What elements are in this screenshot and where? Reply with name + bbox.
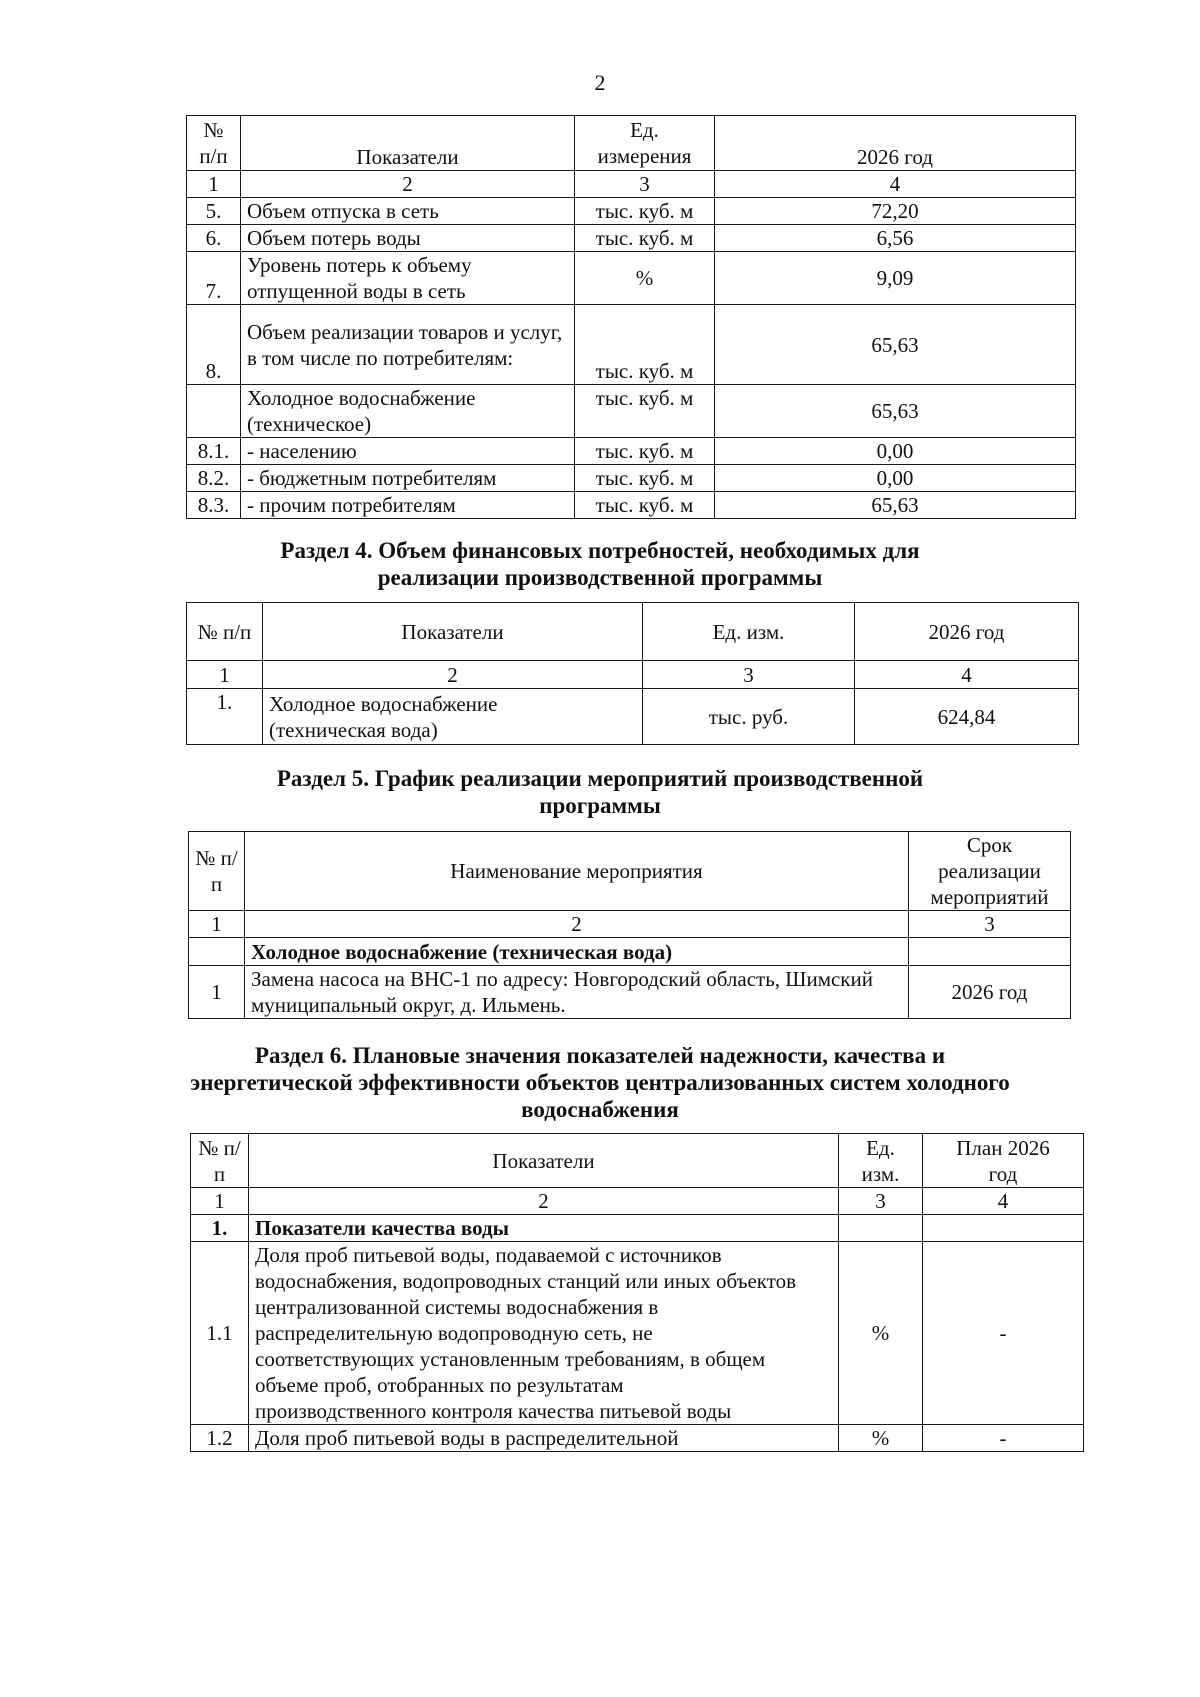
table-header-row xyxy=(189,832,1071,911)
header-num: № п/п xyxy=(189,832,245,911)
table-row xyxy=(187,689,1079,745)
page-number: 2 xyxy=(594,70,606,95)
row-name: - прочим потребителям xyxy=(241,492,575,519)
row-name: - бюджетным потребителям xyxy=(241,465,575,492)
column-number-row xyxy=(191,1188,1084,1215)
header-unit: Ед. изм. xyxy=(643,603,855,661)
row-value: 0,00 xyxy=(715,465,1076,492)
header-num: № п/п xyxy=(191,1134,249,1188)
row-name: Уровень потерь к объему отпущенной воды в сеть xyxy=(241,252,575,305)
row-name: Холодное водоснабжение (техническая вода) xyxy=(263,689,643,745)
row-num: 1.1 xyxy=(191,1242,249,1425)
row-unit: тыс. куб. м xyxy=(575,198,715,225)
table-section-6 xyxy=(190,1133,1084,1452)
row-value: 72,20 xyxy=(715,198,1076,225)
table-row xyxy=(187,438,1076,465)
col-number: 3 xyxy=(909,911,1071,938)
row-num: 1. xyxy=(187,689,263,745)
group-value xyxy=(923,1215,1084,1242)
group-name: Холодное водоснабжение (техническая вода) xyxy=(245,938,909,966)
table-row xyxy=(189,966,1071,1019)
table-header-row xyxy=(187,603,1079,661)
col-number: 4 xyxy=(855,661,1079,689)
row-value: 65,63 xyxy=(715,305,1076,385)
table-indicators xyxy=(186,115,1076,519)
table-section-5 xyxy=(188,831,1071,1019)
header-indicator: Показатели xyxy=(249,1134,839,1188)
header-plan: План 2026 год xyxy=(923,1134,1084,1188)
row-value: 9,09 xyxy=(715,252,1076,305)
row-name: Холодное водоснабжение (техническое) xyxy=(241,385,575,438)
section-4-title: Раздел 4. Объем финансовых потребностей, необходимых для реализации производственной программы xyxy=(280,538,920,590)
row-num: 1 xyxy=(189,966,245,1019)
row-unit: тыс. куб. м xyxy=(575,305,715,385)
group-num: 1. xyxy=(191,1215,249,1242)
row-name: Доля проб питьевой воды в распределительной xyxy=(249,1425,839,1452)
col-number: 1 xyxy=(187,661,263,689)
table-row xyxy=(187,198,1076,225)
row-value: - xyxy=(923,1425,1084,1452)
group-row xyxy=(191,1215,1084,1242)
row-num: 5. xyxy=(187,198,241,225)
row-unit: тыс. куб. м xyxy=(575,438,715,465)
row-num: 6. xyxy=(187,225,241,252)
column-number-row xyxy=(187,661,1079,689)
row-num: 8.1. xyxy=(187,438,241,465)
row-name: Объем реализации товаров и услуг, в том числе по потребителям: xyxy=(241,305,575,385)
table-row xyxy=(191,1242,1084,1425)
table-row xyxy=(191,1425,1084,1452)
col-number: 2 xyxy=(241,171,575,198)
row-name: Объем потерь воды xyxy=(241,225,575,252)
header-indicator: Показатели xyxy=(241,116,575,171)
row-unit: тыс. куб. м xyxy=(575,465,715,492)
row-unit: % xyxy=(839,1425,923,1452)
row-num xyxy=(187,385,241,438)
col-number: 1 xyxy=(189,911,245,938)
header-num: № п/п xyxy=(187,603,263,661)
header-unit: Ед. изм. xyxy=(839,1134,923,1188)
col-number: 3 xyxy=(643,661,855,689)
row-unit: тыс. руб. xyxy=(643,689,855,745)
col-number: 2 xyxy=(245,911,909,938)
col-number: 2 xyxy=(263,661,643,689)
header-num: № п/п xyxy=(187,116,241,171)
section-6-title: Раздел 6. Плановые значения показателей надежности, качества и энергетической эффективности объектов централизованных систем холодного водоснабжения xyxy=(190,1043,1010,1122)
table-row xyxy=(187,492,1076,519)
table-section-4 xyxy=(186,602,1079,745)
col-number: 3 xyxy=(575,171,715,198)
col-number: 1 xyxy=(187,171,241,198)
table-row xyxy=(187,385,1076,438)
row-name: Объем отпуска в сеть xyxy=(241,198,575,225)
header-year: 2026 год xyxy=(715,116,1076,171)
col-number: 4 xyxy=(923,1188,1084,1215)
row-num: 7. xyxy=(187,252,241,305)
row-term: 2026 год xyxy=(909,966,1071,1019)
row-unit: тыс. куб. м xyxy=(575,385,715,438)
row-unit: % xyxy=(575,252,715,305)
group-term xyxy=(909,938,1071,966)
row-value: 65,63 xyxy=(715,492,1076,519)
column-number-row xyxy=(189,911,1071,938)
table-row xyxy=(187,225,1076,252)
group-num xyxy=(189,938,245,966)
row-num: 8.2. xyxy=(187,465,241,492)
header-name: Наименование мероприятия xyxy=(245,832,909,911)
group-unit xyxy=(839,1215,923,1242)
row-value: 6,56 xyxy=(715,225,1076,252)
row-value: 624,84 xyxy=(855,689,1079,745)
row-value: - xyxy=(923,1242,1084,1425)
col-number: 3 xyxy=(839,1188,923,1215)
row-name: - населению xyxy=(241,438,575,465)
header-unit: Ед. измерения xyxy=(575,116,715,171)
table-row xyxy=(187,305,1076,385)
section-5-title: Раздел 5. График реализации мероприятий производственной программы xyxy=(276,766,924,818)
row-value: 0,00 xyxy=(715,438,1076,465)
table-row xyxy=(187,465,1076,492)
col-number: 2 xyxy=(249,1188,839,1215)
row-name: Замена насоса на ВНС-1 по адресу: Новгородский область, Шимский муниципальный округ, д. Ильмень. xyxy=(245,966,909,1019)
row-value: 65,63 xyxy=(715,385,1076,438)
col-number: 1 xyxy=(191,1188,249,1215)
header-year: 2026 год xyxy=(855,603,1079,661)
table-header-row xyxy=(191,1134,1084,1188)
row-unit: тыс. куб. м xyxy=(575,492,715,519)
row-name: Доля проб питьевой воды, подаваемой с источников водоснабжения, водопроводных станций или иных объектов централизованной системы водоснабжения в распределительную водопроводную сеть, не соответствующих установленным требованиям, в общем объеме проб, отобранных по результатам производственного контроля качества питьевой воды xyxy=(249,1242,839,1425)
group-row xyxy=(189,938,1071,966)
table-row xyxy=(187,252,1076,305)
row-num: 1.2 xyxy=(191,1425,249,1452)
row-num: 8.3. xyxy=(187,492,241,519)
header-term: Срок реализации мероприятий xyxy=(909,832,1071,911)
row-unit: тыс. куб. м xyxy=(575,225,715,252)
table-header-row xyxy=(187,116,1076,171)
col-number: 4 xyxy=(715,171,1076,198)
group-name: Показатели качества воды xyxy=(249,1215,839,1242)
header-indicator: Показатели xyxy=(263,603,643,661)
row-unit: % xyxy=(839,1242,923,1425)
column-number-row xyxy=(187,171,1076,198)
row-num: 8. xyxy=(187,305,241,385)
